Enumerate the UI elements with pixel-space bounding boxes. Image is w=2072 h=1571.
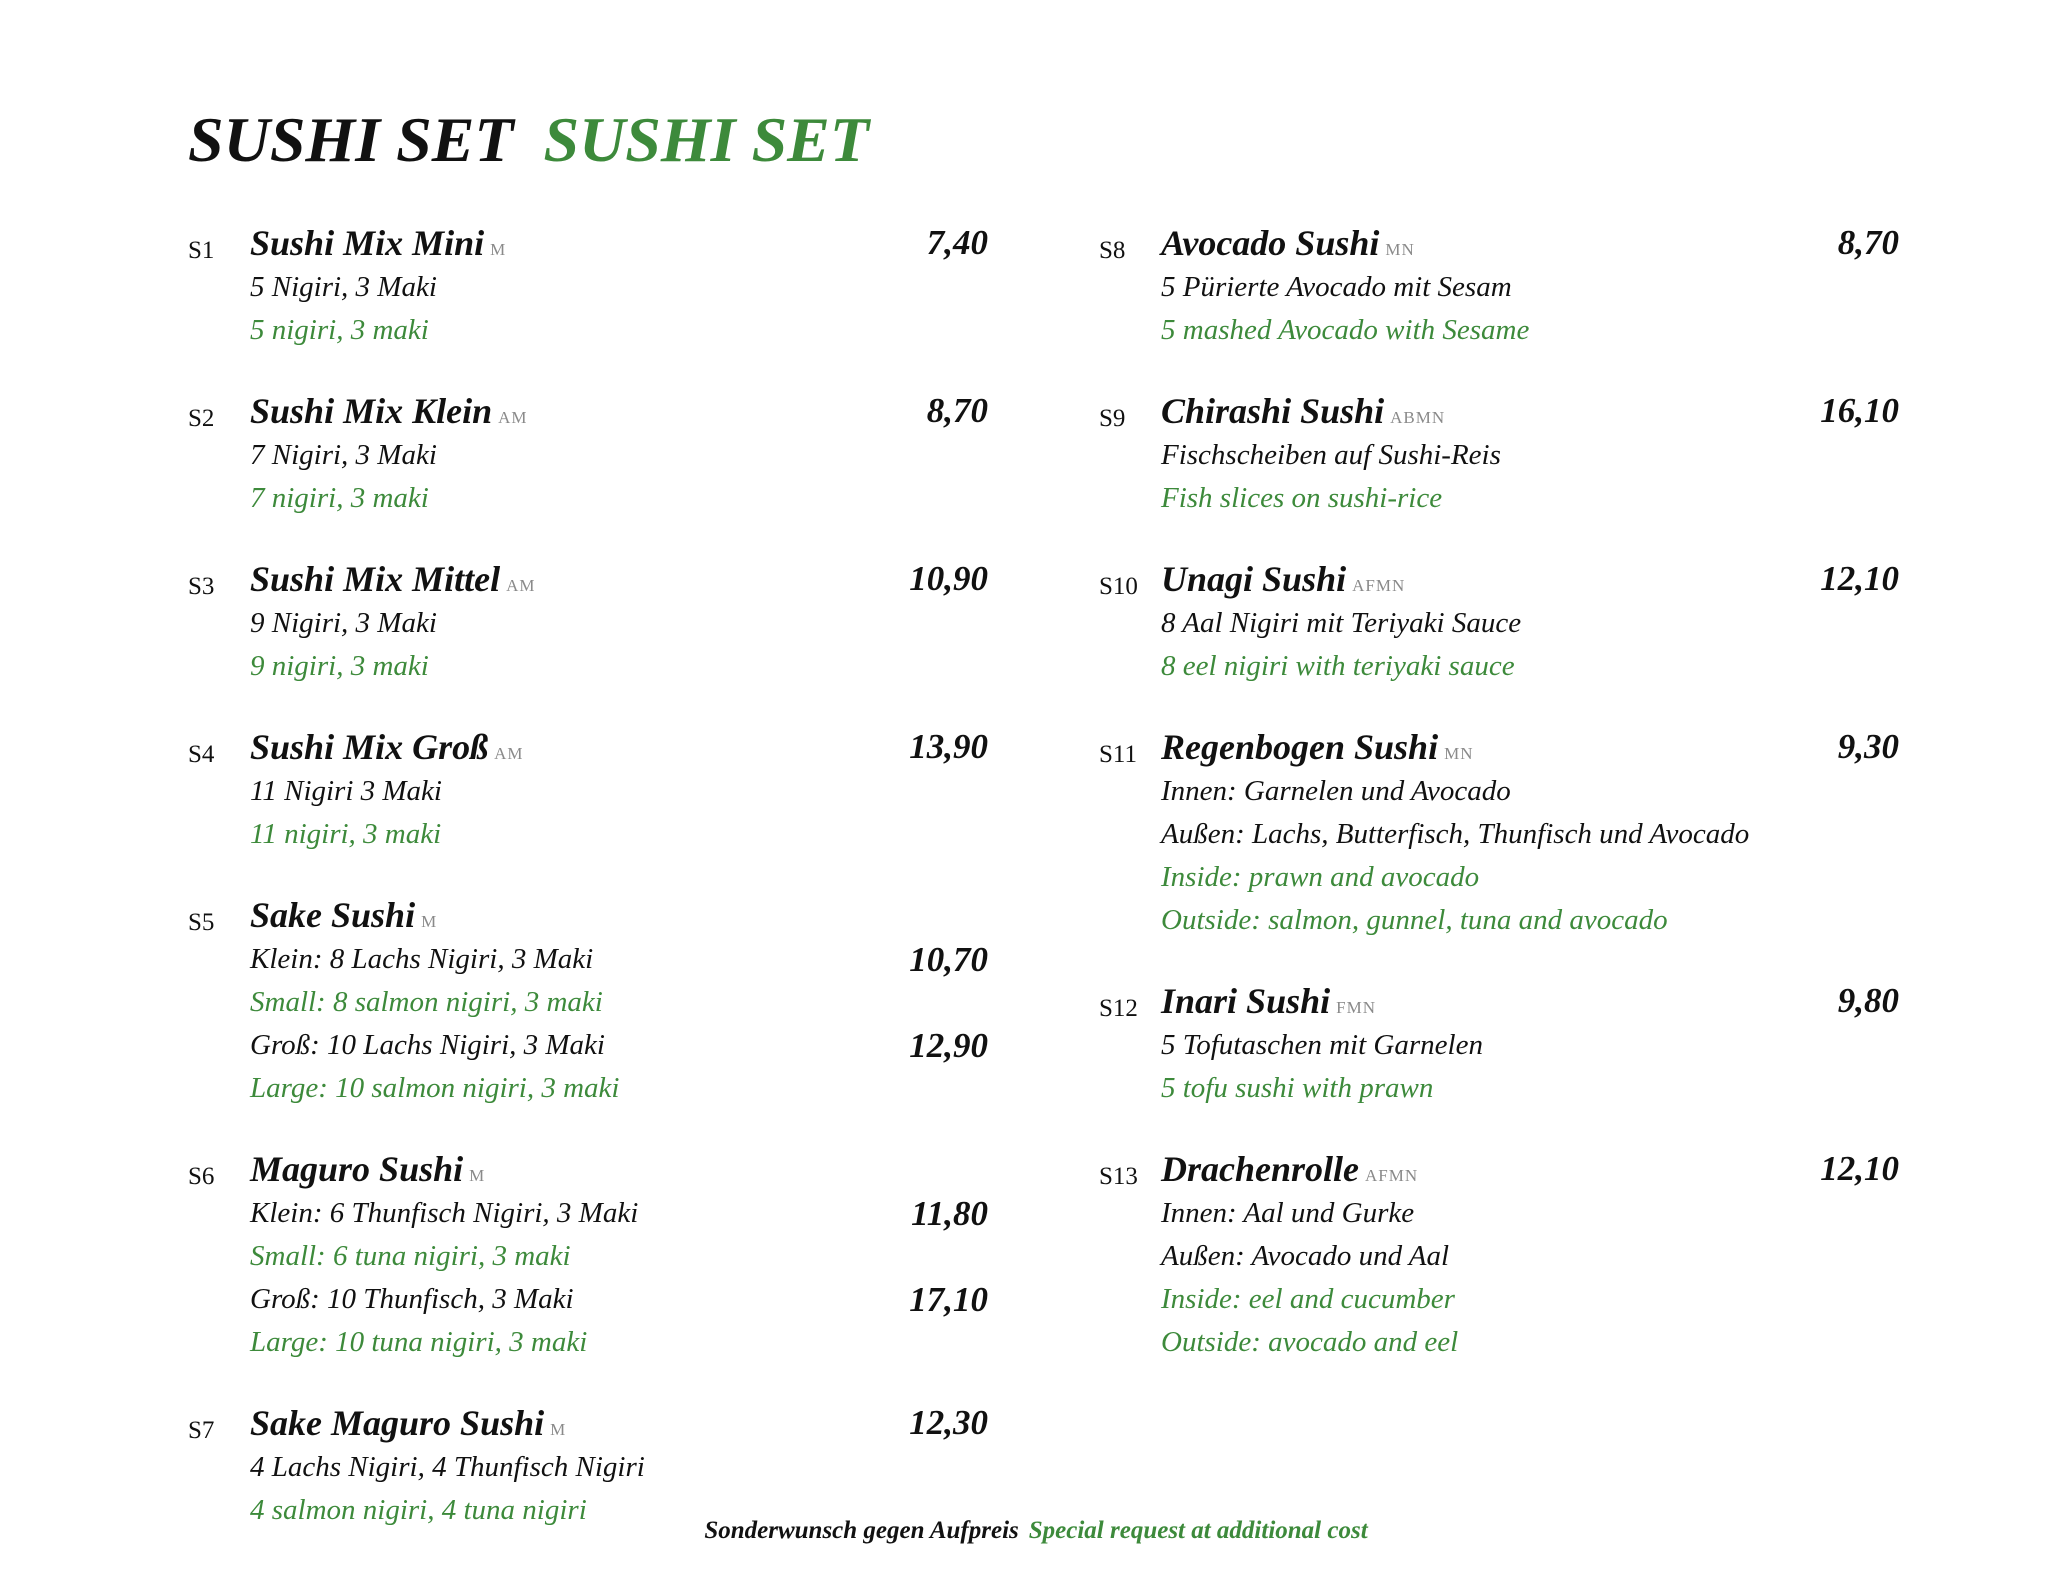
item-name: Chirashi Sushi — [1161, 391, 1385, 431]
description-german: Außen: Lachs, Butterfisch, Thunfisch und Avocado — [1161, 818, 1750, 850]
item-price-small: 11,80 — [911, 1194, 988, 1233]
allergen-codes: AM — [494, 744, 524, 763]
item-price: 12,10 — [1820, 559, 1899, 598]
item-name: Avocado Sushi — [1161, 223, 1380, 263]
item-name: Sushi Mix Mini — [250, 223, 485, 263]
title-german: SUSHI SET — [188, 104, 514, 175]
item-name: Sushi Mix Groß — [250, 727, 489, 767]
item-code: S5 — [188, 909, 215, 936]
menu-item-s10 — [1099, 556, 1899, 688]
description-german: 9 Nigiri, 3 Maki — [250, 607, 437, 639]
menu-item-s3 — [188, 556, 988, 688]
description-english: 5 mashed Avocado with Sesame — [1161, 314, 1530, 346]
description-german: Fischscheiben auf Sushi-Reis — [1161, 439, 1501, 471]
item-name: Drachenrolle — [1161, 1149, 1359, 1189]
description-english: Fish slices on sushi-rice — [1161, 482, 1443, 514]
item-price: 12,30 — [909, 1403, 988, 1442]
item-code: S13 — [1099, 1163, 1138, 1190]
description-english: Inside: eel and cucumber — [1161, 1283, 1455, 1315]
allergen-codes: FMN — [1336, 998, 1376, 1017]
item-code: S8 — [1099, 237, 1126, 264]
item-code: S10 — [1099, 573, 1138, 600]
description-english: Inside: prawn and avocado — [1161, 861, 1480, 893]
menu-item-s8 — [1099, 220, 1899, 352]
item-price: 9,30 — [1837, 727, 1899, 766]
item-name: Sushi Mix Klein — [250, 391, 493, 431]
item-name: Unagi Sushi — [1161, 559, 1347, 599]
description-english: Large: 10 salmon nigiri, 3 maki — [250, 1072, 620, 1104]
description-english: 5 nigiri, 3 maki — [250, 314, 429, 346]
item-name: Sake Sushi — [250, 895, 416, 935]
allergen-codes: AFMN — [1365, 1166, 1419, 1185]
description-english: Small: 6 tuna nigiri, 3 maki — [250, 1240, 571, 1272]
footer-note-english: Special request at additional cost — [1028, 1517, 1368, 1544]
item-name: Regenbogen Sushi — [1161, 727, 1439, 767]
menu-column-right — [1099, 220, 1899, 1400]
item-price-large: 12,90 — [909, 1026, 988, 1065]
allergen-codes: M — [490, 240, 507, 259]
title-english: SUSHI SET — [543, 104, 869, 175]
description-english: 9 nigiri, 3 maki — [250, 650, 429, 682]
item-price: 12,10 — [1820, 1149, 1899, 1188]
description-german: Innen: Aal und Gurke — [1161, 1197, 1415, 1229]
description-german: Klein: 8 Lachs Nigiri, 3 Maki — [250, 943, 594, 975]
page-title — [188, 100, 869, 180]
description-english: 4 salmon nigiri, 4 tuna nigiri — [250, 1494, 587, 1526]
item-price: 7,40 — [926, 223, 988, 262]
description-english: Outside: avocado and eel — [1161, 1326, 1459, 1358]
allergen-codes: MN — [1385, 240, 1415, 259]
allergen-codes: AFMN — [1352, 576, 1406, 595]
item-code: S7 — [188, 1417, 215, 1444]
item-name: Inari Sushi — [1161, 981, 1331, 1021]
description-german: Groß: 10 Lachs Nigiri, 3 Maki — [250, 1029, 605, 1061]
item-code: S9 — [1099, 405, 1126, 432]
item-code: S1 — [188, 237, 215, 264]
item-code: S6 — [188, 1163, 215, 1190]
menu-item-s1 — [188, 220, 988, 352]
description-english: 7 nigiri, 3 maki — [250, 482, 429, 514]
allergen-codes: MN — [1444, 744, 1474, 763]
item-name: Maguro Sushi — [250, 1149, 464, 1189]
menu-item-s6 — [188, 1146, 988, 1364]
allergen-codes: ABMN — [1390, 408, 1446, 427]
item-price: 13,90 — [909, 727, 988, 766]
footer-note — [0, 1517, 2072, 1545]
menu-item-s13 — [1099, 1146, 1899, 1364]
item-code: S2 — [188, 405, 215, 432]
allergen-codes: M — [469, 1166, 486, 1185]
description-german: 5 Tofutaschen mit Garnelen — [1161, 1029, 1483, 1061]
description-german: Innen: Garnelen und Avocado — [1161, 775, 1511, 807]
footer-note-german: Sonderwunsch gegen Aufpreis — [704, 1517, 1019, 1544]
item-code: S12 — [1099, 995, 1138, 1022]
description-english: Outside: salmon, gunnel, tuna and avocado — [1161, 904, 1668, 936]
item-code: S3 — [188, 573, 215, 600]
item-price: 9,80 — [1837, 981, 1899, 1020]
item-name: Sushi Mix Mittel — [250, 559, 501, 599]
description-english: 8 eel nigiri with teriyaki sauce — [1161, 650, 1515, 682]
allergen-codes: AM — [498, 408, 528, 427]
description-german: Außen: Avocado und Aal — [1161, 1240, 1450, 1272]
menu-item-s11 — [1099, 724, 1899, 942]
item-code: S4 — [188, 741, 215, 768]
description-german: 5 Nigiri, 3 Maki — [250, 271, 437, 303]
menu-item-s12 — [1099, 978, 1899, 1110]
description-german: Groß: 10 Thunfisch, 3 Maki — [250, 1283, 574, 1315]
allergen-codes: M — [550, 1420, 567, 1439]
item-price: 8,70 — [1837, 223, 1899, 262]
description-english: Small: 8 salmon nigiri, 3 maki — [250, 986, 603, 1018]
description-german: 5 Pürierte Avocado mit Sesam — [1161, 271, 1512, 303]
item-price-large: 17,10 — [909, 1280, 988, 1319]
menu-column-left — [188, 220, 988, 1568]
menu-item-s9 — [1099, 388, 1899, 520]
item-code: S11 — [1099, 741, 1137, 768]
item-price: 8,70 — [926, 391, 988, 430]
menu-item-s7 — [188, 1400, 988, 1532]
menu-item-s2 — [188, 388, 988, 520]
item-price: 10,90 — [909, 559, 988, 598]
description-german: 7 Nigiri, 3 Maki — [250, 439, 437, 471]
description-german: 11 Nigiri 3 Maki — [250, 775, 442, 807]
description-english: 5 tofu sushi with prawn — [1161, 1072, 1434, 1104]
item-price-small: 10,70 — [909, 940, 988, 979]
description-english: Large: 10 tuna nigiri, 3 maki — [250, 1326, 588, 1358]
description-german: Klein: 6 Thunfisch Nigiri, 3 Maki — [250, 1197, 639, 1229]
description-german: 4 Lachs Nigiri, 4 Thunfisch Nigiri — [250, 1451, 645, 1483]
description-english: 11 nigiri, 3 maki — [250, 818, 442, 850]
description-german: 8 Aal Nigiri mit Teriyaki Sauce — [1161, 607, 1522, 639]
menu-item-s4 — [188, 724, 988, 856]
item-price: 16,10 — [1820, 391, 1899, 430]
item-name: Sake Maguro Sushi — [250, 1403, 545, 1443]
allergen-codes: M — [421, 912, 438, 931]
menu-item-s5 — [188, 892, 988, 1110]
allergen-codes: AM — [506, 576, 536, 595]
